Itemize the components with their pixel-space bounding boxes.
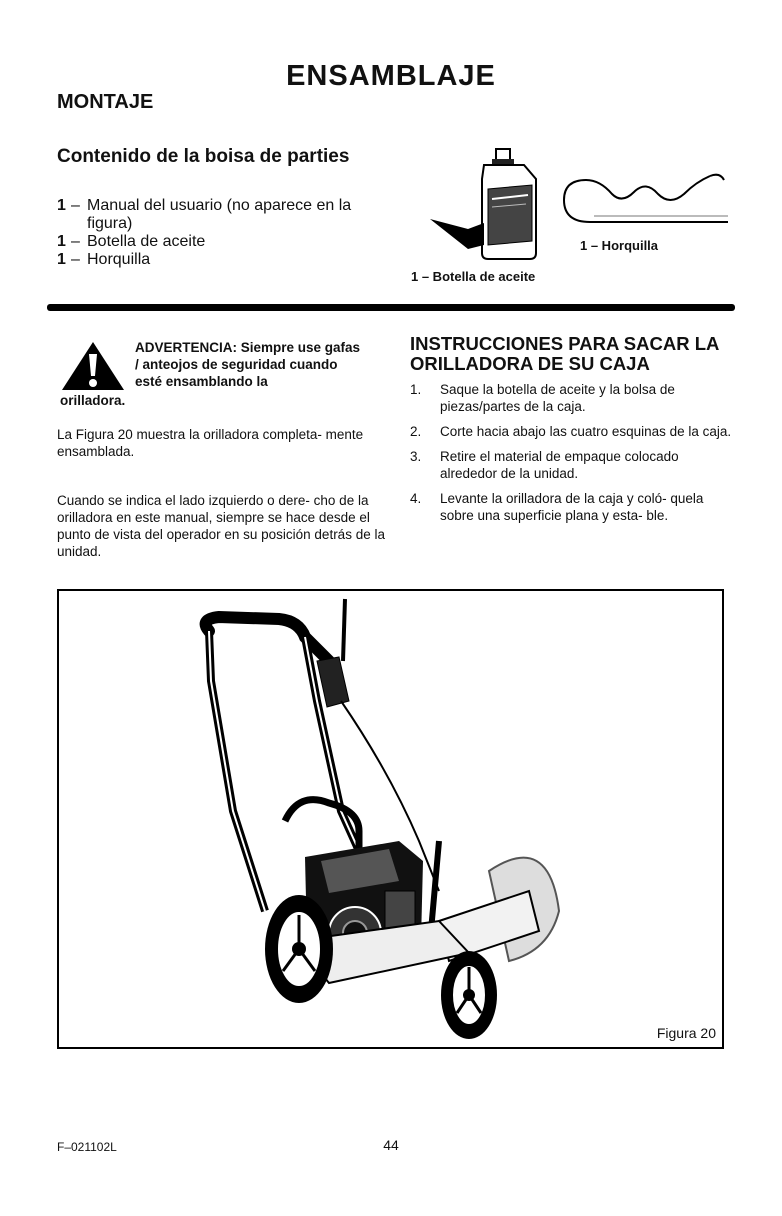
paragraph: Cuando se indica el lado izquierdo o dere- cho de la orilladora en este manual, siempre se hace desde el punto de vista del operador en su posición detrás de la unidad. xyxy=(57,493,385,559)
item-label: Manual del usuario (no aparece en la figura) xyxy=(87,197,352,232)
warning-text: ADVERTENCIA: Siempre use gafas / anteojos de seguridad cuando esté ensamblando la xyxy=(135,340,361,389)
pin-caption: 1 – Horquilla xyxy=(580,238,659,253)
step-number: 1. xyxy=(410,382,422,397)
list-item xyxy=(410,423,732,440)
list-item xyxy=(57,251,387,269)
item-sep: – xyxy=(71,251,80,268)
page-title: ENSAMBLAJE xyxy=(286,60,496,92)
section-heading: MONTAJE xyxy=(57,91,154,113)
step-text: Corte hacia abajo las cuatro esquinas de la caja. xyxy=(440,424,732,439)
list-item xyxy=(410,448,732,482)
step-number: 3. xyxy=(410,449,422,464)
step-number: 4. xyxy=(410,491,422,506)
step-text: Saque la botella de aceite y la bolsa de piezas/partes de la caja. xyxy=(440,382,675,414)
instructions-heading: INSTRUCCIONES PARA SACAR LA ORILLADORA DE SU CAJA xyxy=(410,333,719,374)
bottle-caption: 1 – Botella de aceite xyxy=(411,269,536,284)
instructions-steps xyxy=(410,381,732,532)
item-sep: – xyxy=(71,197,80,214)
hairpin-illustration xyxy=(560,170,732,232)
step-number: 2. xyxy=(410,424,422,439)
list-item xyxy=(410,381,732,415)
document-code: F–021102L xyxy=(57,1140,117,1154)
item-qty: 1 xyxy=(57,233,66,250)
subsection-heading: Contenido de la boisa de parties xyxy=(57,146,350,167)
item-label: Botella de aceite xyxy=(87,233,206,250)
list-item xyxy=(57,197,387,233)
item-qty: 1 xyxy=(57,251,66,268)
item-label: Horquilla xyxy=(87,251,151,268)
figure-label: Figura 20 xyxy=(656,1025,716,1041)
warning-triangle-icon xyxy=(60,340,126,392)
item-sep: – xyxy=(71,233,80,250)
step-text: Retire el material de empaque colocado alrededor de la unidad. xyxy=(440,449,679,481)
oil-bottle-illustration xyxy=(428,145,540,263)
item-qty: 1 xyxy=(57,197,66,214)
figure-box xyxy=(57,589,724,1049)
divider xyxy=(47,304,735,311)
page-number: 44 xyxy=(383,1137,399,1153)
edger-illustration xyxy=(59,591,722,1047)
list-item xyxy=(57,233,387,251)
contents-list xyxy=(57,197,387,269)
warning-text-end: orilladora. xyxy=(60,393,126,408)
list-item xyxy=(410,490,732,524)
paragraph: La Figura 20 muestra la orilladora completa- mente ensamblada. xyxy=(57,427,364,459)
step-text: Levante la orilladora de la caja y coló- quela sobre una superficie plana y esta- ble. xyxy=(440,491,704,523)
